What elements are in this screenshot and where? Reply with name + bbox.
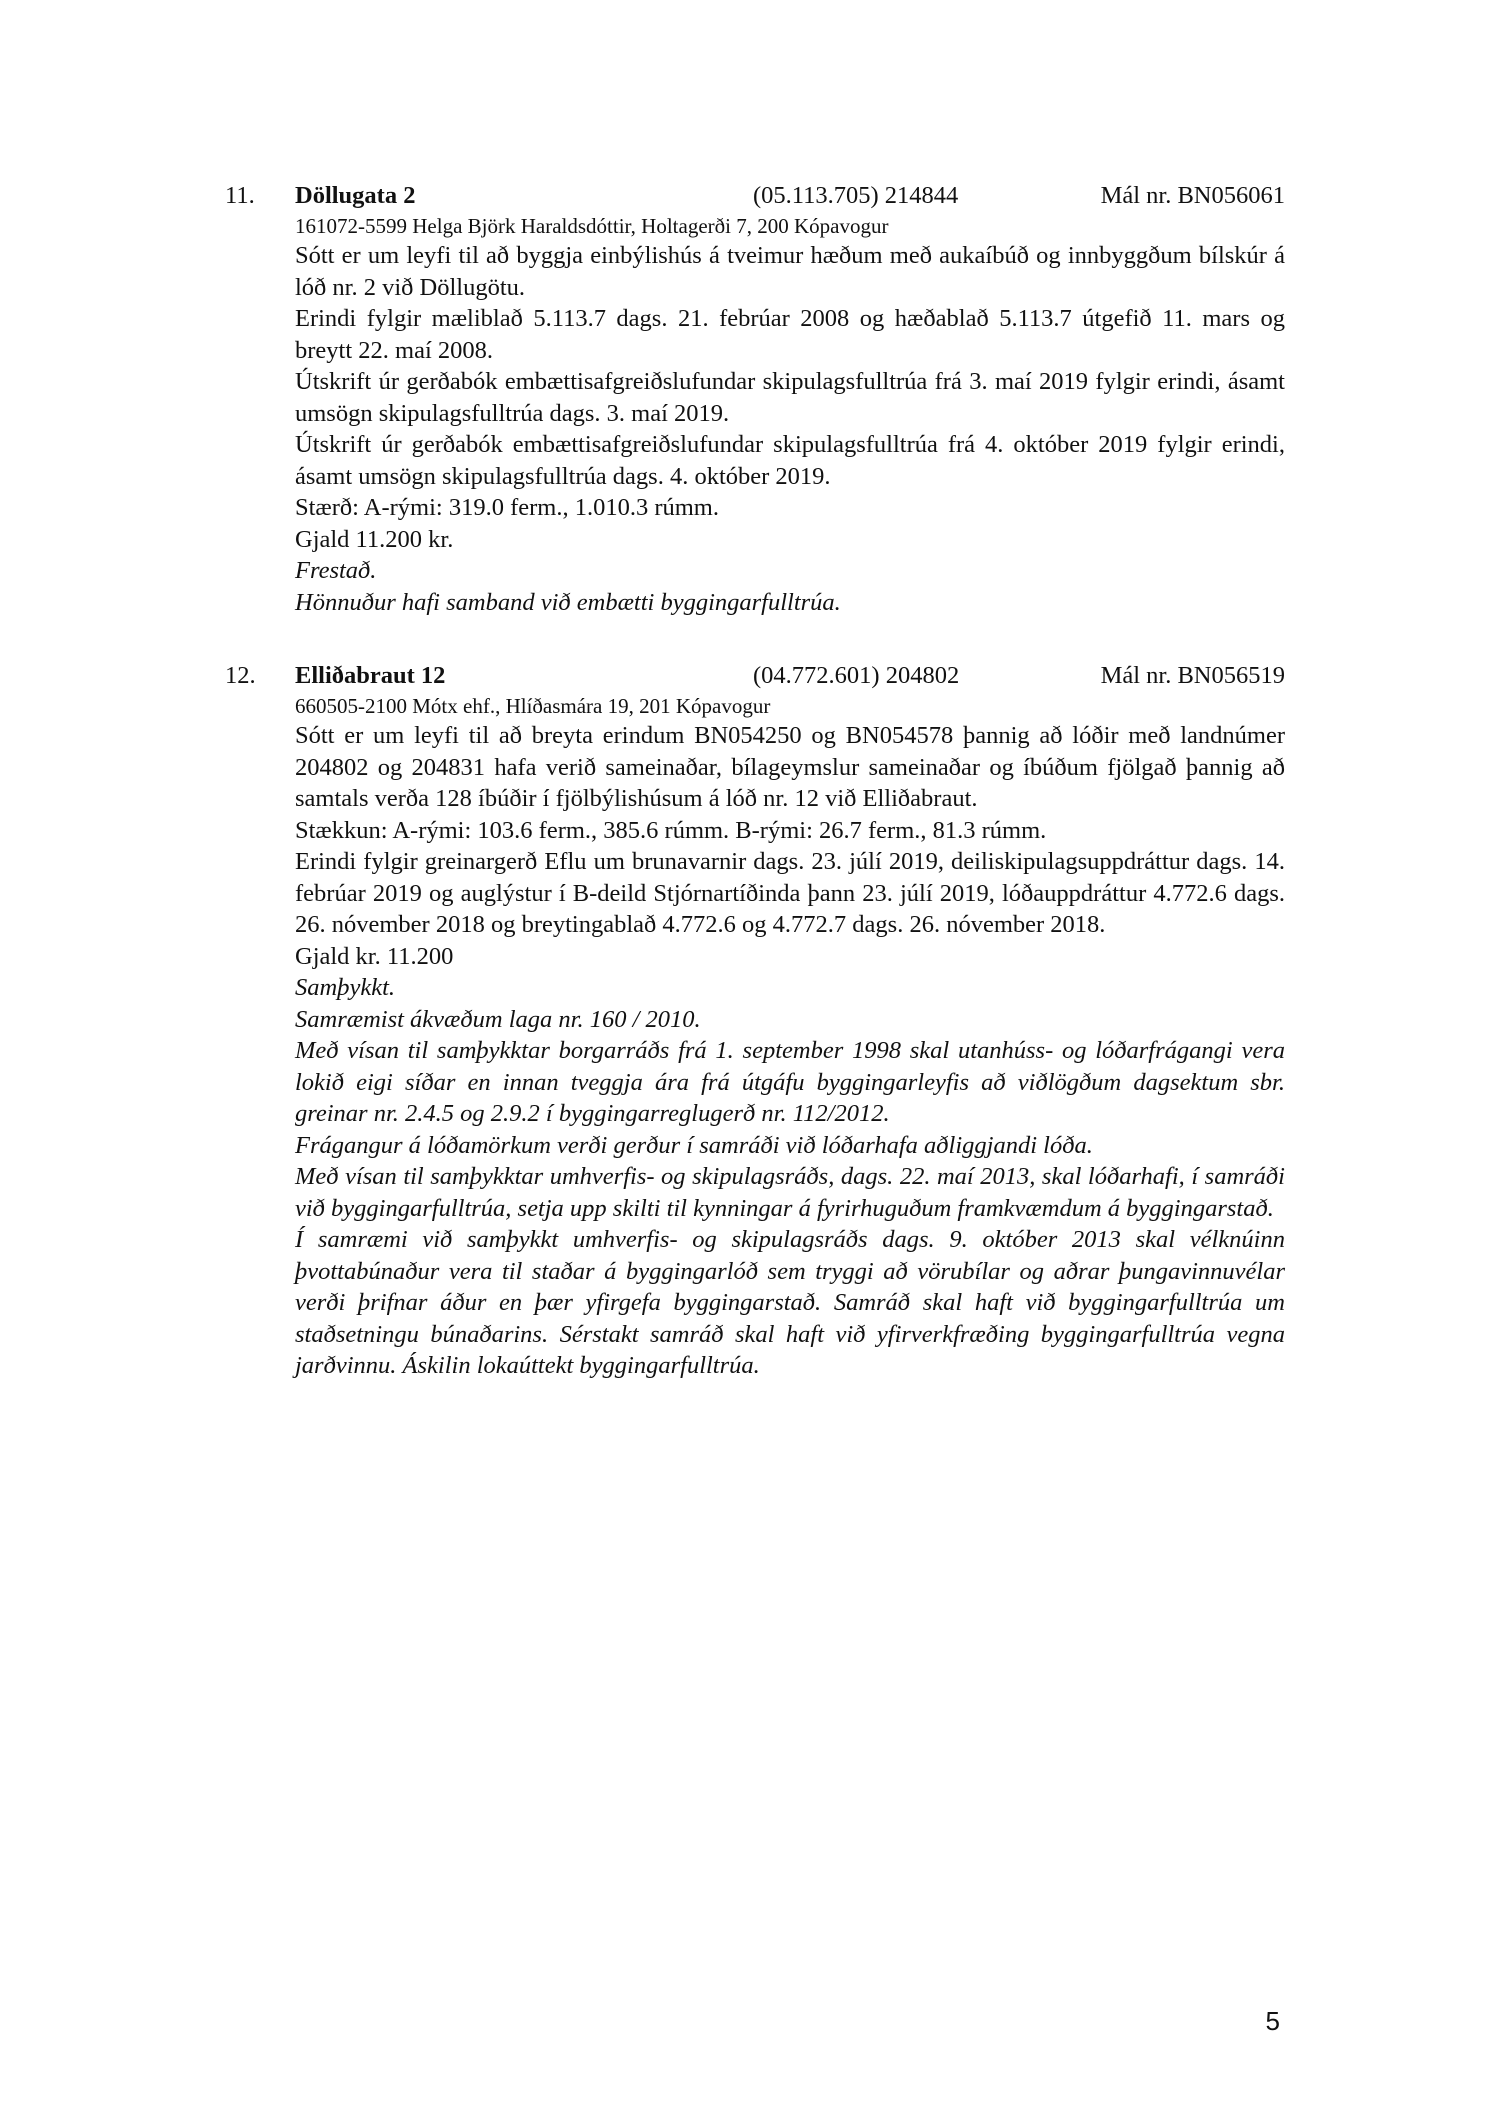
page-number: 5 <box>1265 2006 1280 2036</box>
case-body <box>295 212 1285 618</box>
case-decision-note: Samræmist ákvæðum laga nr. 160 / 2010. <box>295 1005 701 1033</box>
case-decision-note: Með vísan til samþykktar borgarráðs frá 1. september 1998 skal utanhúss- og lóðarfrágangi vera lokið eigi síðar en innan tveggja ára frá útgáfu byggingarleyfis að viðlögðum dagsektum sbr. greinar nr. 2.4.5 og 2.9.2 í byggingarreglugerð nr. 112/2012. <box>295 1037 1285 1127</box>
case-paragraph: Sótt er um leyfi til að breyta erindum BN054250 og BN054578 þannig að lóðir með landnúmer 204802 og 204831 hafa verið sameinaðar, bílageymslur sameinaðar og íbúðum fjölgað þannig að samtals verða 128 íbúðir í fjölbýlishúsum á lóð nr. 12 við Elliðabraut. <box>295 722 1285 812</box>
case-paragraph: Útskrift úr gerðabók embættisafgreiðslufundar skipulagsfulltrúa frá 3. maí 2019 fylgir erindi, ásamt umsögn skipulagsfulltrúa dags. 3. maí 2019. <box>295 368 1285 427</box>
case-decision-note: Frágangur á lóðamörkum verði gerður í samráði við lóðarhafa aðliggjandi lóða. <box>295 1131 1093 1159</box>
case-number-ref: Mál nr. BN056061 <box>1100 182 1285 209</box>
case-paragraph: Sótt er um leyfi til að byggja einbýlishús á tveimur hæðum með aukaíbúð og innbyggðum bílskúr á lóð nr. 2 við Döllugötu. <box>295 242 1285 301</box>
case-paragraph: Útskrift úr gerðabók embættisafgreiðslufundar skipulagsfulltrúa frá 4. október 2019 fylgir erindi, ásamt umsögn skipulagsfulltrúa dags. 4. október 2019. <box>295 431 1285 490</box>
case-decision-note: Hönnuður hafi samband við embætti byggingarfulltrúa. <box>295 588 841 616</box>
case-paragraph: Gjald kr. 11.200 <box>295 942 454 970</box>
case-number: 11. <box>225 182 255 209</box>
case-number-ref: Mál nr. BN056519 <box>1100 662 1285 689</box>
case-decision: Samþykkt. <box>295 974 395 1001</box>
case-paragraph: Erindi fylgir mæliblað 5.113.7 dags. 21. febrúar 2008 og hæðablað 5.113.7 útgefið 11. mars og breytt 22. maí 2008. <box>295 305 1285 364</box>
case-body <box>295 692 1285 1382</box>
case-number: 12. <box>225 662 256 689</box>
case-header <box>225 660 1285 692</box>
case-paragraph: Stækkun: A-rými: 103.6 ferm., 385.6 rúmm. B-rými: 26.7 ferm., 81.3 rúmm. <box>295 816 1047 844</box>
case-address: Elliðabraut 12 <box>295 662 446 689</box>
case-address: Döllugata 2 <box>295 182 416 209</box>
case-paragraph: Erindi fylgir greinargerð Eflu um brunavarnir dags. 23. júlí 2019, deiliskipulagsuppdráttur dags. 14. febrúar 2019 og auglýstur í B-deild Stjórnartíðinda þann 23. júlí 2019, lóðauppdráttur 4.772.6 dags. 26. nóvember 2018 og breytingablað 4.772.6 og 4.772.7 dags. 26. nóvember 2018. <box>295 848 1285 938</box>
case-decision-note: Með vísan til samþykktar umhverfis- og skipulagsráðs, dags. 22. maí 2013, skal lóðarhafi, í samráði við byggingarfulltrúa, setja upp skilti til kynningar á fyrirhuguðum framkvæmdum á byggingarstað. <box>295 1163 1285 1222</box>
case-reference: (05.113.705) 214844 <box>753 182 959 209</box>
case-applicant: 660505-2100 Mótx ehf., Hlíðasmára 19, 201 Kópavogur <box>295 694 771 718</box>
case-decision: Frestað. <box>295 557 377 584</box>
case-paragraph: Stærð: A-rými: 319.0 ferm., 1.010.3 rúmm. <box>295 494 719 521</box>
case-item <box>225 180 1285 618</box>
case-header <box>225 180 1285 212</box>
case-reference: (04.772.601) 204802 <box>753 662 960 689</box>
case-decision-note: Í samræmi við samþykkt umhverfis- og skipulagsráðs dags. 9. október 2013 skal vélknúinn þvottabúnaður vera til staðar á byggingarlóð sem tryggi að vörubílar og aðrar þungavinnuvélar verði þrifnar áður en þær yfirgefa byggingarstað. Samráð skal haft við byggingarfulltrúa um staðsetningu búnaðarins. Sérstakt samráð skal haft við yfirverkfræðing byggingarfulltrúa vegna jarðvinnu. Áskilin lokaúttekt byggingarfulltrúa. <box>295 1226 1285 1379</box>
case-applicant: 161072-5599 Helga Björk Haraldsdóttir, Holtagerði 7, 200 Kópavogur <box>295 214 889 238</box>
case-paragraph: Gjald 11.200 kr. <box>295 525 454 553</box>
case-item <box>225 660 1285 1382</box>
